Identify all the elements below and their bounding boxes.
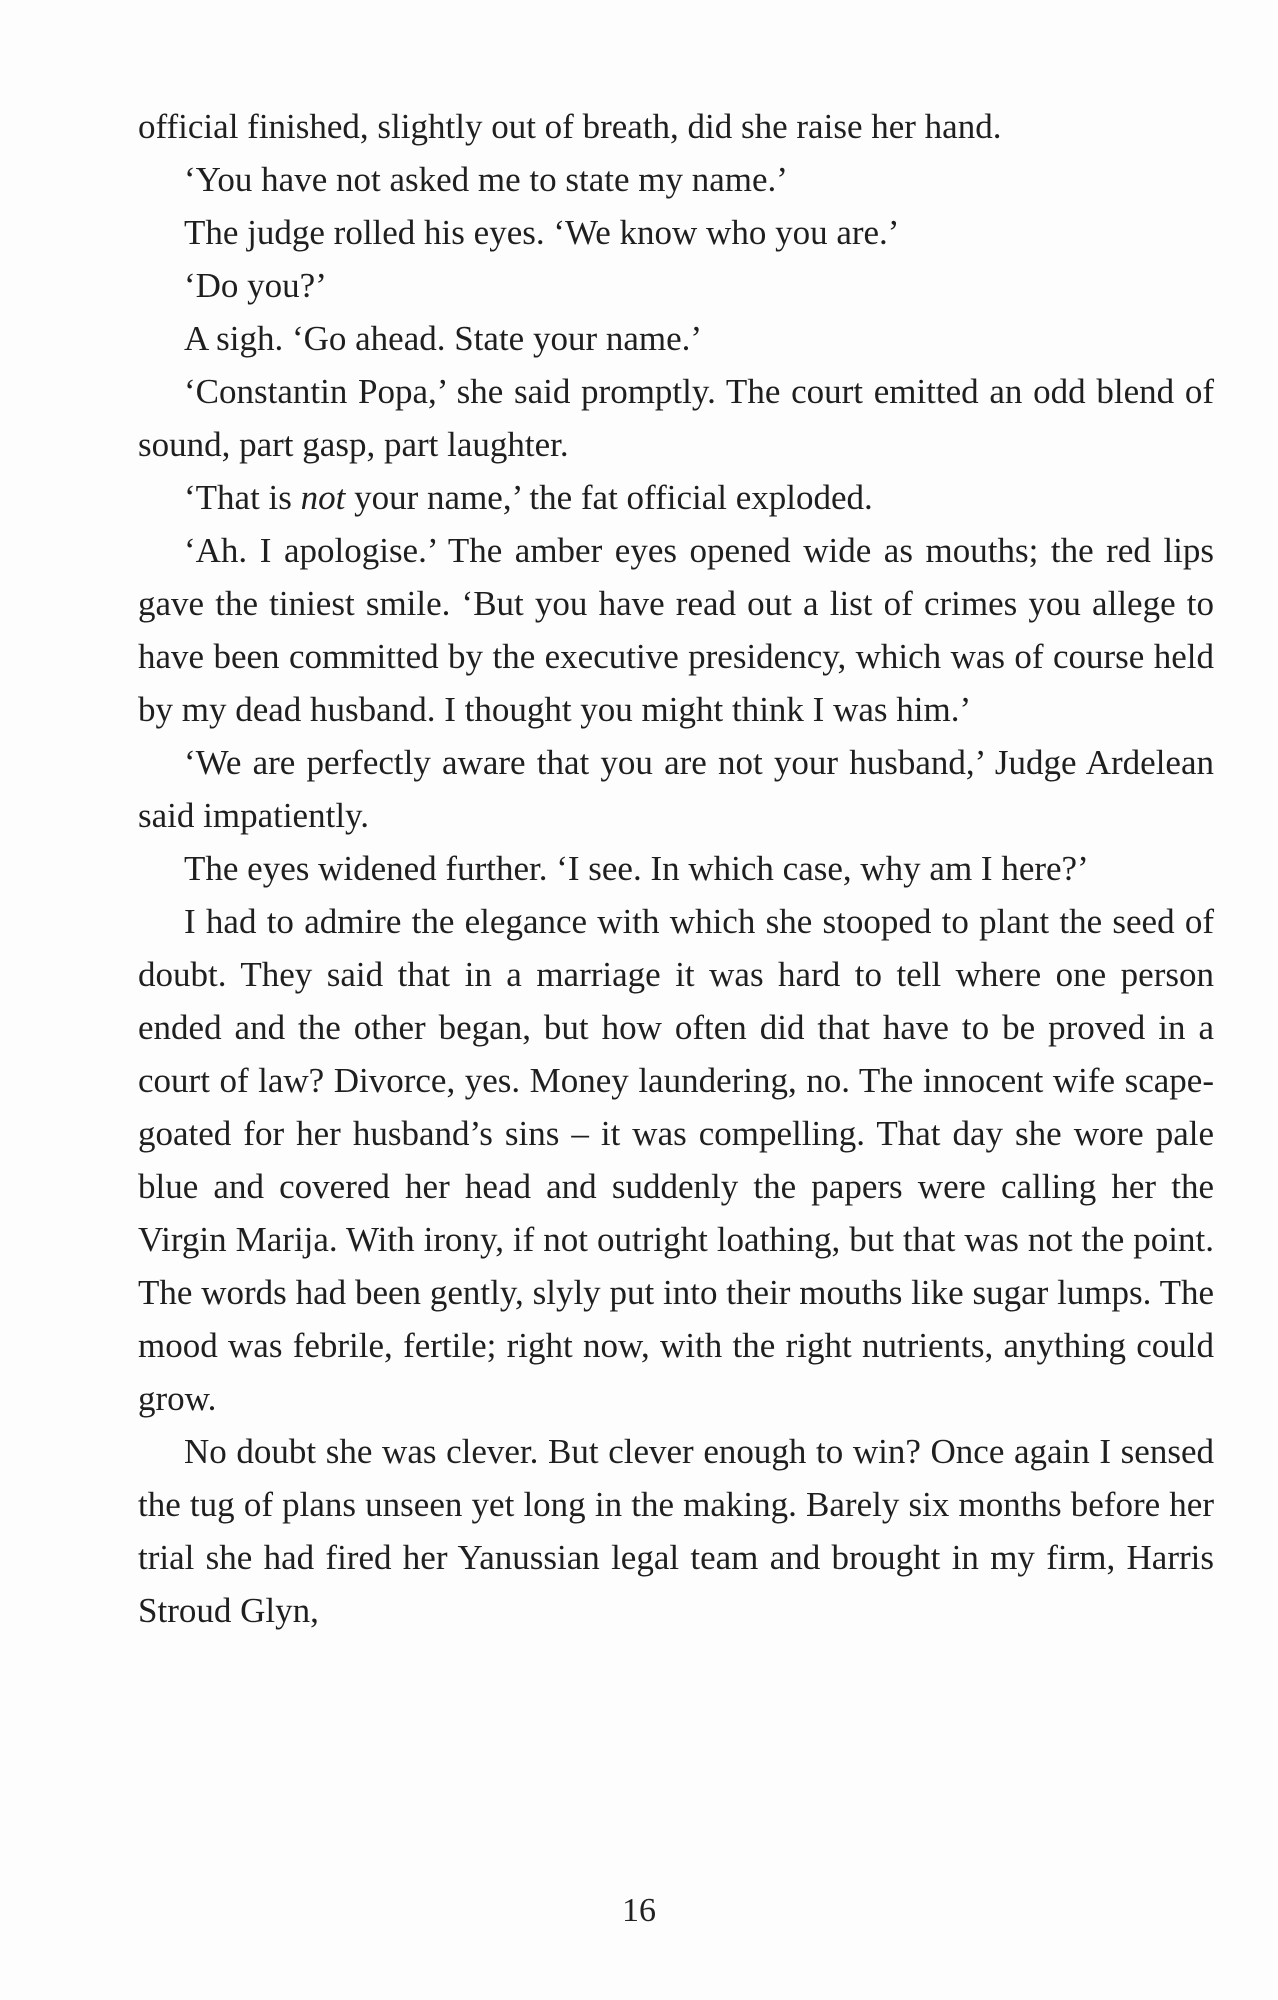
paragraph-5: A sigh. ‘Go ahead. State your name.’ — [184, 319, 703, 358]
paragraph-3: The judge rolled his eyes. ‘We know who you are.’ — [184, 213, 900, 252]
paragraph-11: I had to admire the elegance with which she stooped to plant the seed of doubt. They said that in a marriage it was hard to tell where one person ended and the other began, but how often did that have to be proved in a court of law? Divorce, yes. Money laundering, no. The innocent wife scape-goated for her husband’s sins – it was compelling. That day she wore pale blue and covered her head and suddenly the papers were calling her the Virgin Marija. With irony, if not outright loathing, but that was not the point. The words had been gently, slyly put into their mouths like sugar lumps. The mood was febrile, fertile; right now, with the right nutrients, anything could grow. — [138, 902, 1214, 1418]
paragraph-12: No doubt she was clever. But clever enough to win? Once again I sensed the tug of plans unseen yet long in the making. Barely six months before her trial she had fired her Yanussian legal team and brought in my firm, Harris Stroud Glyn, — [138, 1432, 1214, 1630]
paragraph-9: ‘We are perfectly aware that you are not your husband,’ Judge Ardelean said impatiently. — [138, 743, 1214, 835]
body-text — [138, 100, 1214, 1637]
paragraph-2: ‘You have not asked me to state my name.’ — [184, 160, 788, 199]
paragraph-6: ‘Constantin Popa,’ she said promptly. The court emitted an odd blend of sound, part gasp, part laughter. — [138, 372, 1214, 464]
paragraph-4: ‘Do you?’ — [184, 266, 327, 305]
paragraph-7-emphasis: not — [300, 478, 346, 517]
paragraph-7-before: ‘That is — [184, 478, 301, 517]
paragraph-7 — [138, 471, 1214, 524]
paragraph-7-after: your name,’ the fat official exploded. — [345, 478, 873, 517]
paragraph-8: ‘Ah. I apologise.’ The amber eyes opened wide as mouths; the red lips gave the tiniest smile. ‘But you have read out a list of crimes you allege to have been committed by the executive presidency, which was of course held by my dead husband. I thought you might think I was him.’ — [138, 531, 1214, 729]
page-number: 16 — [622, 1892, 656, 1929]
paragraph-10: The eyes widened further. ‘I see. In which case, why am I here?’ — [184, 849, 1089, 888]
paragraph-1: official finished, slightly out of breath, did she raise her hand. — [138, 107, 1002, 146]
